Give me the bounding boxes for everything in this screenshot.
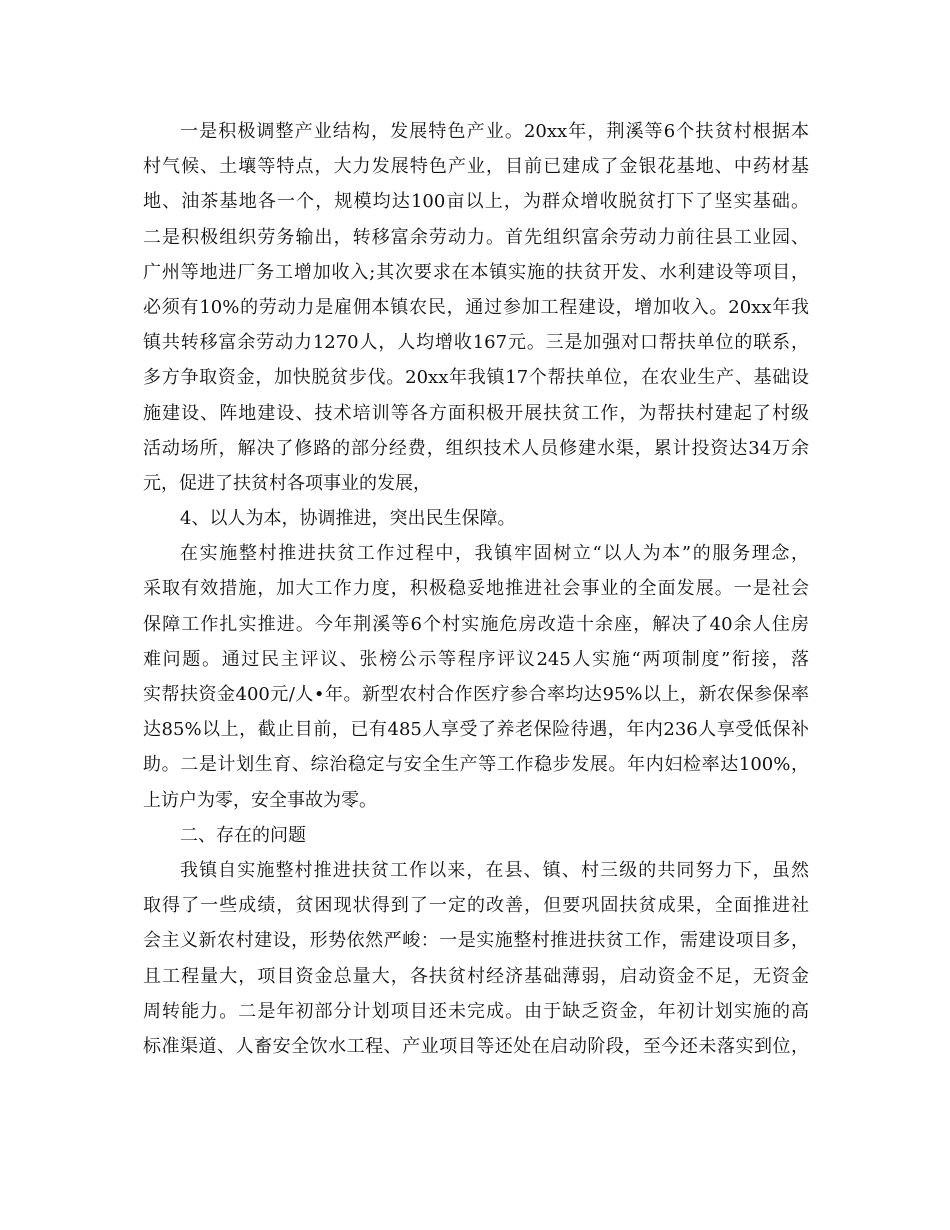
text-line: 在实施整村推进扶贫工作过程中，我镇牢固树立“以人为本”的服务理念， — [180, 543, 809, 565]
document-body-text — [143, 114, 809, 1064]
text-line: 元，促进了扶贫村各项事业的发展， — [143, 472, 431, 494]
text-line: 必须有10%的劳动力是雇佣本镇农民，通过参加工程建设，增加收入。20xx年我 — [143, 296, 809, 318]
text-line: 活动场所，解决了修路的部分经费，组织技术人员修建水渠，累计投资达34万余 — [143, 437, 809, 459]
text-line: 村气候、土壤等特点，大力发展特色产业，目前已建成了金银花基地、中药材基 — [143, 156, 809, 178]
text-line: 二、存在的问题 — [180, 824, 306, 846]
text-line: 助。二是计划生育、综治稳定与安全生产等工作稳步发展。年内妇检率达100%， — [143, 754, 809, 776]
text-line: 一是积极调整产业结构，发展特色产业。20xx年，荆溪等6个扶贫村根据本 — [180, 121, 809, 142]
text-line: 我镇自实施整村推进扶贫工作以来，在县、镇、村三级的共同努力下，虽然 — [180, 859, 809, 881]
text-line: 达85%以上，截止目前，已有485人享受了养老保险待遇，年内236人享受低保补 — [143, 719, 809, 741]
text-line: 会主义新农村建设，形势依然严峻：一是实施整村推进扶贫工作，需建设项目多， — [143, 930, 809, 952]
text-line: 且工程量大，项目资金总量大，各扶贫村经济基础薄弱，启动资金不足，无资金 — [143, 965, 809, 987]
text-line: 施建设、阵地建设、技术培训等各方面积极开展扶贫工作，为帮扶村建起了村级 — [143, 402, 809, 424]
text-line: 难问题。通过民主评议、张榜公示等程序评议245人实施“两项制度”衔接，落 — [143, 648, 809, 670]
text-line: 镇共转移富余劳动力1270人，人均增收167元。三是加强对口帮扶单位的联系， — [143, 332, 809, 354]
text-line: 实帮扶资金400元/人•年。新型农村合作医疗参合率均达95%以上，新农保参保率 — [143, 684, 809, 705]
text-line: 标准渠道、人畜安全饮水工程、产业项目等还处在启动阶段，至今还未落实到位， — [143, 1035, 809, 1057]
text-line: 保障工作扎实推进。今年荆溪等6个村实施危房改造十余座，解决了40余人住房 — [143, 613, 809, 635]
text-line: 地、油茶基地各一个，规模均达100亩以上，为群众增收脱贫打下了坚实基础。 — [143, 191, 809, 213]
text-line: 采取有效措施，加大工作力度，积极稳妥地推进社会事业的全面发展。一是社会 — [143, 578, 809, 600]
text-line: 取得了一些成绩，贫困现状得到了一定的改善，但要巩固扶贫成果，全面推进社 — [143, 895, 809, 917]
text-line: 上访户为零，安全事故为零。 — [143, 789, 377, 811]
text-line: 4、以人为本，协调推进，突出民生保障。 — [180, 508, 516, 530]
text-line: 广州等地进厂务工增加收入;其次要求在本镇实施的扶贫开发、水利建设等项目， — [143, 261, 809, 283]
text-line: 周转能力。二是年初部分计划项目还未完成。由于缺乏资金，年初计划实施的高 — [143, 1000, 809, 1022]
text-line: 多方争取资金，加快脱贫步伐。20xx年我镇17个帮扶单位，在农业生产、基础设 — [143, 367, 809, 389]
text-line: 二是积极组织劳务输出，转移富余劳动力。首先组织富余劳动力前往县工业园、 — [143, 226, 809, 248]
